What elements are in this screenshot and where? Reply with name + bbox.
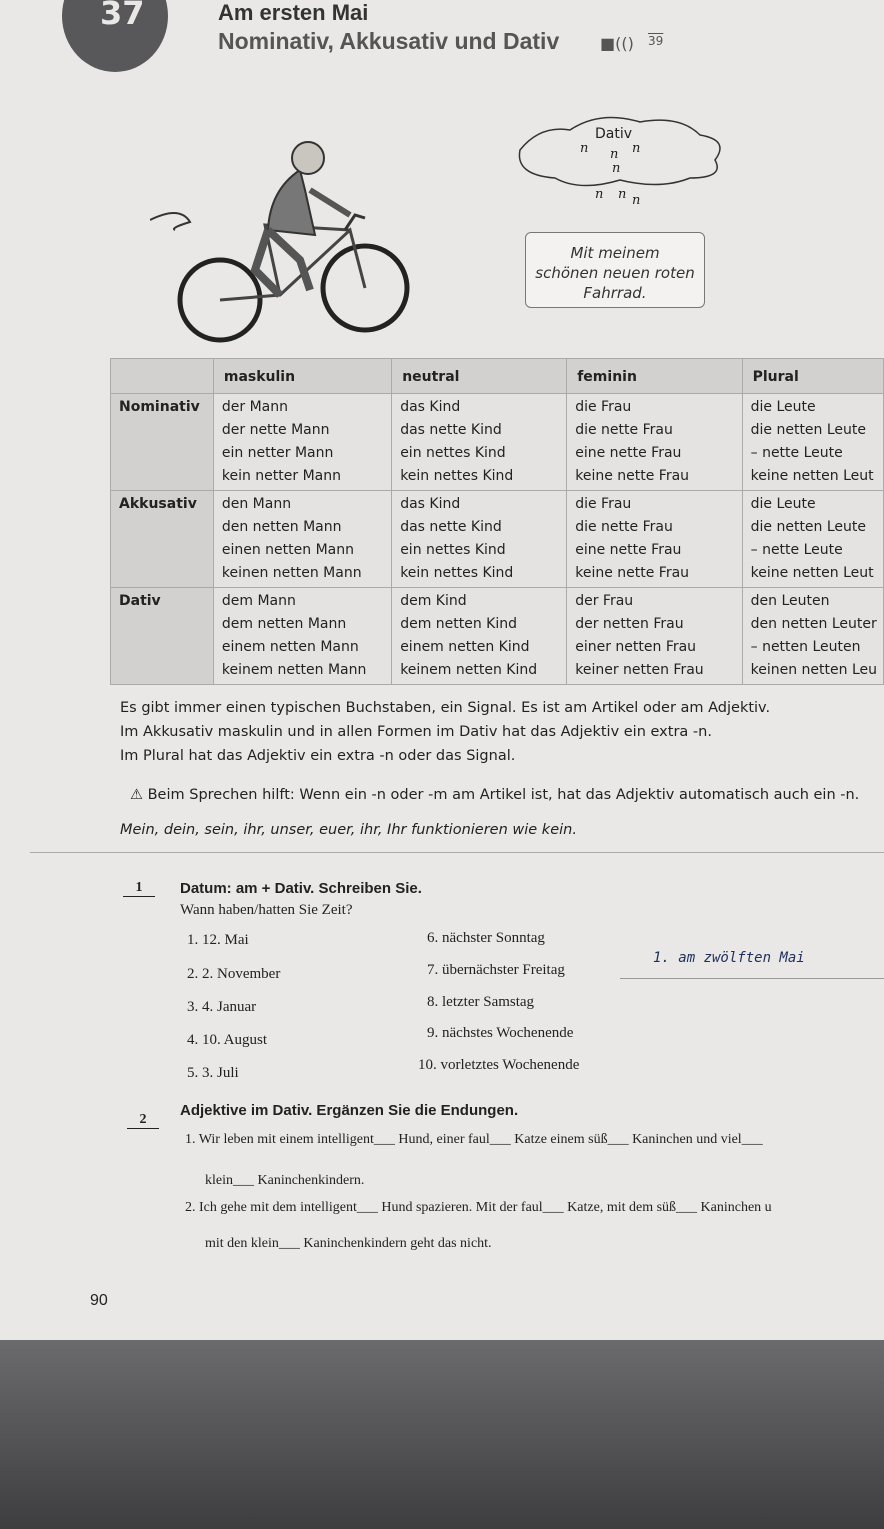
date-item: 10. vorletztes Wochenende xyxy=(418,1057,580,1073)
date-item: 8. letzter Samstag xyxy=(427,994,535,1010)
date-item: 4. 10. August xyxy=(187,1032,268,1048)
exercise-line[interactable]: 1. Wir leben mit einem intelligent___ Hund, einer faul___ Katze einem süß___ Kaninchen und viel___ xyxy=(185,1132,763,1147)
lesson-title: Am ersten Mai xyxy=(218,0,369,25)
table-row-dativ xyxy=(111,588,884,685)
date-item: 5. 3. Juli xyxy=(187,1065,239,1081)
lesson-subtitle: Nominativ, Akkusativ und Dativ xyxy=(218,28,560,54)
cloud-letter: n xyxy=(580,141,589,156)
cloud-letter: n xyxy=(610,147,619,162)
table-row-nominativ xyxy=(111,394,884,491)
cell-maskulin: den Mann den netten Mann einen netten Mann keinen netten Mann xyxy=(213,491,391,588)
lesson-badge xyxy=(62,0,168,72)
speaking-note xyxy=(130,787,859,803)
cyclist-illustration xyxy=(150,130,420,345)
case-label: Akkusativ xyxy=(111,491,214,588)
table-header: maskulin xyxy=(213,359,391,394)
section-divider xyxy=(30,852,884,853)
cloud-letter: n xyxy=(595,187,604,202)
cell-feminin: die Frau die nette Frau eine nette Frau keine nette Frau xyxy=(567,394,742,491)
cell-neutral: das Kind das nette Kind ein nettes Kind kein nettes Kind xyxy=(392,491,567,588)
background-surface xyxy=(0,1340,884,1529)
exercise-title: Adjektive im Dativ. Ergänzen Sie die Endungen. xyxy=(180,1102,519,1119)
cell-neutral: das Kind das nette Kind ein nettes Kind kein nettes Kind xyxy=(392,394,567,491)
date-item: 1. 12. Mai xyxy=(187,932,249,948)
warning-icon: ⚠ xyxy=(130,787,148,803)
date-item: 3. 4. Januar xyxy=(187,999,257,1015)
rule-text: Im Akkusativ maskulin und in allen Formen im Dativ hat das Adjektiv ein extra -n. xyxy=(120,724,712,740)
table-header-empty xyxy=(111,359,214,394)
page-number: 90 xyxy=(90,1292,108,1309)
exercise-line[interactable]: mit den klein___ Kaninchenkindern geht das nicht. xyxy=(205,1236,492,1251)
cloud-letter: n xyxy=(612,161,621,176)
cell-feminin: der Frau der netten Frau einer netten Frau keiner netten Frau xyxy=(567,588,742,685)
exercise-title: Datum: am + Dativ. Schreiben Sie. xyxy=(180,880,422,897)
speech-line: Fahrrad. xyxy=(583,284,647,302)
cloud-letter: n xyxy=(632,193,641,208)
speaker-icon[interactable]: ■(() xyxy=(600,34,634,53)
speech-box xyxy=(525,232,705,308)
rule-text: Es gibt immer einen typischen Buchstaben, ein Signal. Es ist am Artikel oder am Adjektiv. xyxy=(120,700,771,716)
cell-plural: die Leute die netten Leute – nette Leute keine netten Leut xyxy=(742,491,883,588)
speech-line: schönen neuen roten xyxy=(535,264,695,282)
cloud-letter: n xyxy=(618,187,627,202)
audio-track-number: 39 xyxy=(648,34,664,48)
cell-plural: die Leute die netten Leute – nette Leute keine netten Leut xyxy=(742,394,883,491)
cell-feminin: die Frau die nette Frau eine nette Frau keine nette Frau xyxy=(567,491,742,588)
possessive-note: Mein, dein, sein, ihr, unser, euer, ihr, Ihr funktionieren wie kein. xyxy=(120,822,577,838)
case-label: Nominativ xyxy=(111,394,214,491)
table-header: Plural xyxy=(742,359,883,394)
table-header: neutral xyxy=(392,359,567,394)
table-row-akkusativ xyxy=(111,491,884,588)
exercise-question: Wann haben/hatten Sie Zeit? xyxy=(180,902,353,918)
declension-table xyxy=(110,358,884,685)
speech-line: Mit meinem xyxy=(570,244,660,262)
exercise-number: 1 xyxy=(123,880,155,897)
date-item: 2. 2. November xyxy=(187,966,281,982)
table-header: feminin xyxy=(567,359,742,394)
date-item: 7. übernächster Freitag xyxy=(427,962,565,978)
answer-line xyxy=(620,978,884,979)
cloud-letter: n xyxy=(632,141,641,156)
exercise-line[interactable]: klein___ Kaninchenkindern. xyxy=(205,1173,365,1188)
note-text: Beim Sprechen hilft: Wenn ein -n oder -m am Artikel ist, hat das Adjektiv automatisch auch ein -n. xyxy=(147,787,860,803)
date-item: 9. nächstes Wochenende xyxy=(427,1025,574,1041)
case-label: Dativ xyxy=(111,588,214,685)
cell-neutral: dem Kind dem netten Kind einem netten Kind keinem netten Kind xyxy=(392,588,567,685)
date-item: 6. nächster Sonntag xyxy=(427,930,545,946)
exercise-line[interactable]: 2. Ich gehe mit dem intelligent___ Hund spazieren. Mit der faul___ Katze, mit dem süß___ Kaninchen u xyxy=(185,1200,772,1215)
cloud-title: Dativ xyxy=(595,126,633,142)
cell-maskulin: der Mann der nette Mann ein netter Mann kein netter Mann xyxy=(213,394,391,491)
exercise-number: 2 xyxy=(127,1112,159,1129)
dativ-cloud xyxy=(510,110,740,220)
cell-maskulin: dem Mann dem netten Mann einem netten Mann keinem netten Mann xyxy=(213,588,391,685)
cell-plural: den Leuten den netten Leuter – netten Leuten keinen netten Leu xyxy=(742,588,883,685)
handwritten-answer[interactable]: 1. am zwölften Mai xyxy=(653,950,805,966)
lesson-number: 37 xyxy=(100,0,145,32)
rule-text: Im Plural hat das Adjektiv ein extra -n oder das Signal. xyxy=(120,748,516,764)
table-header-row xyxy=(111,359,884,394)
